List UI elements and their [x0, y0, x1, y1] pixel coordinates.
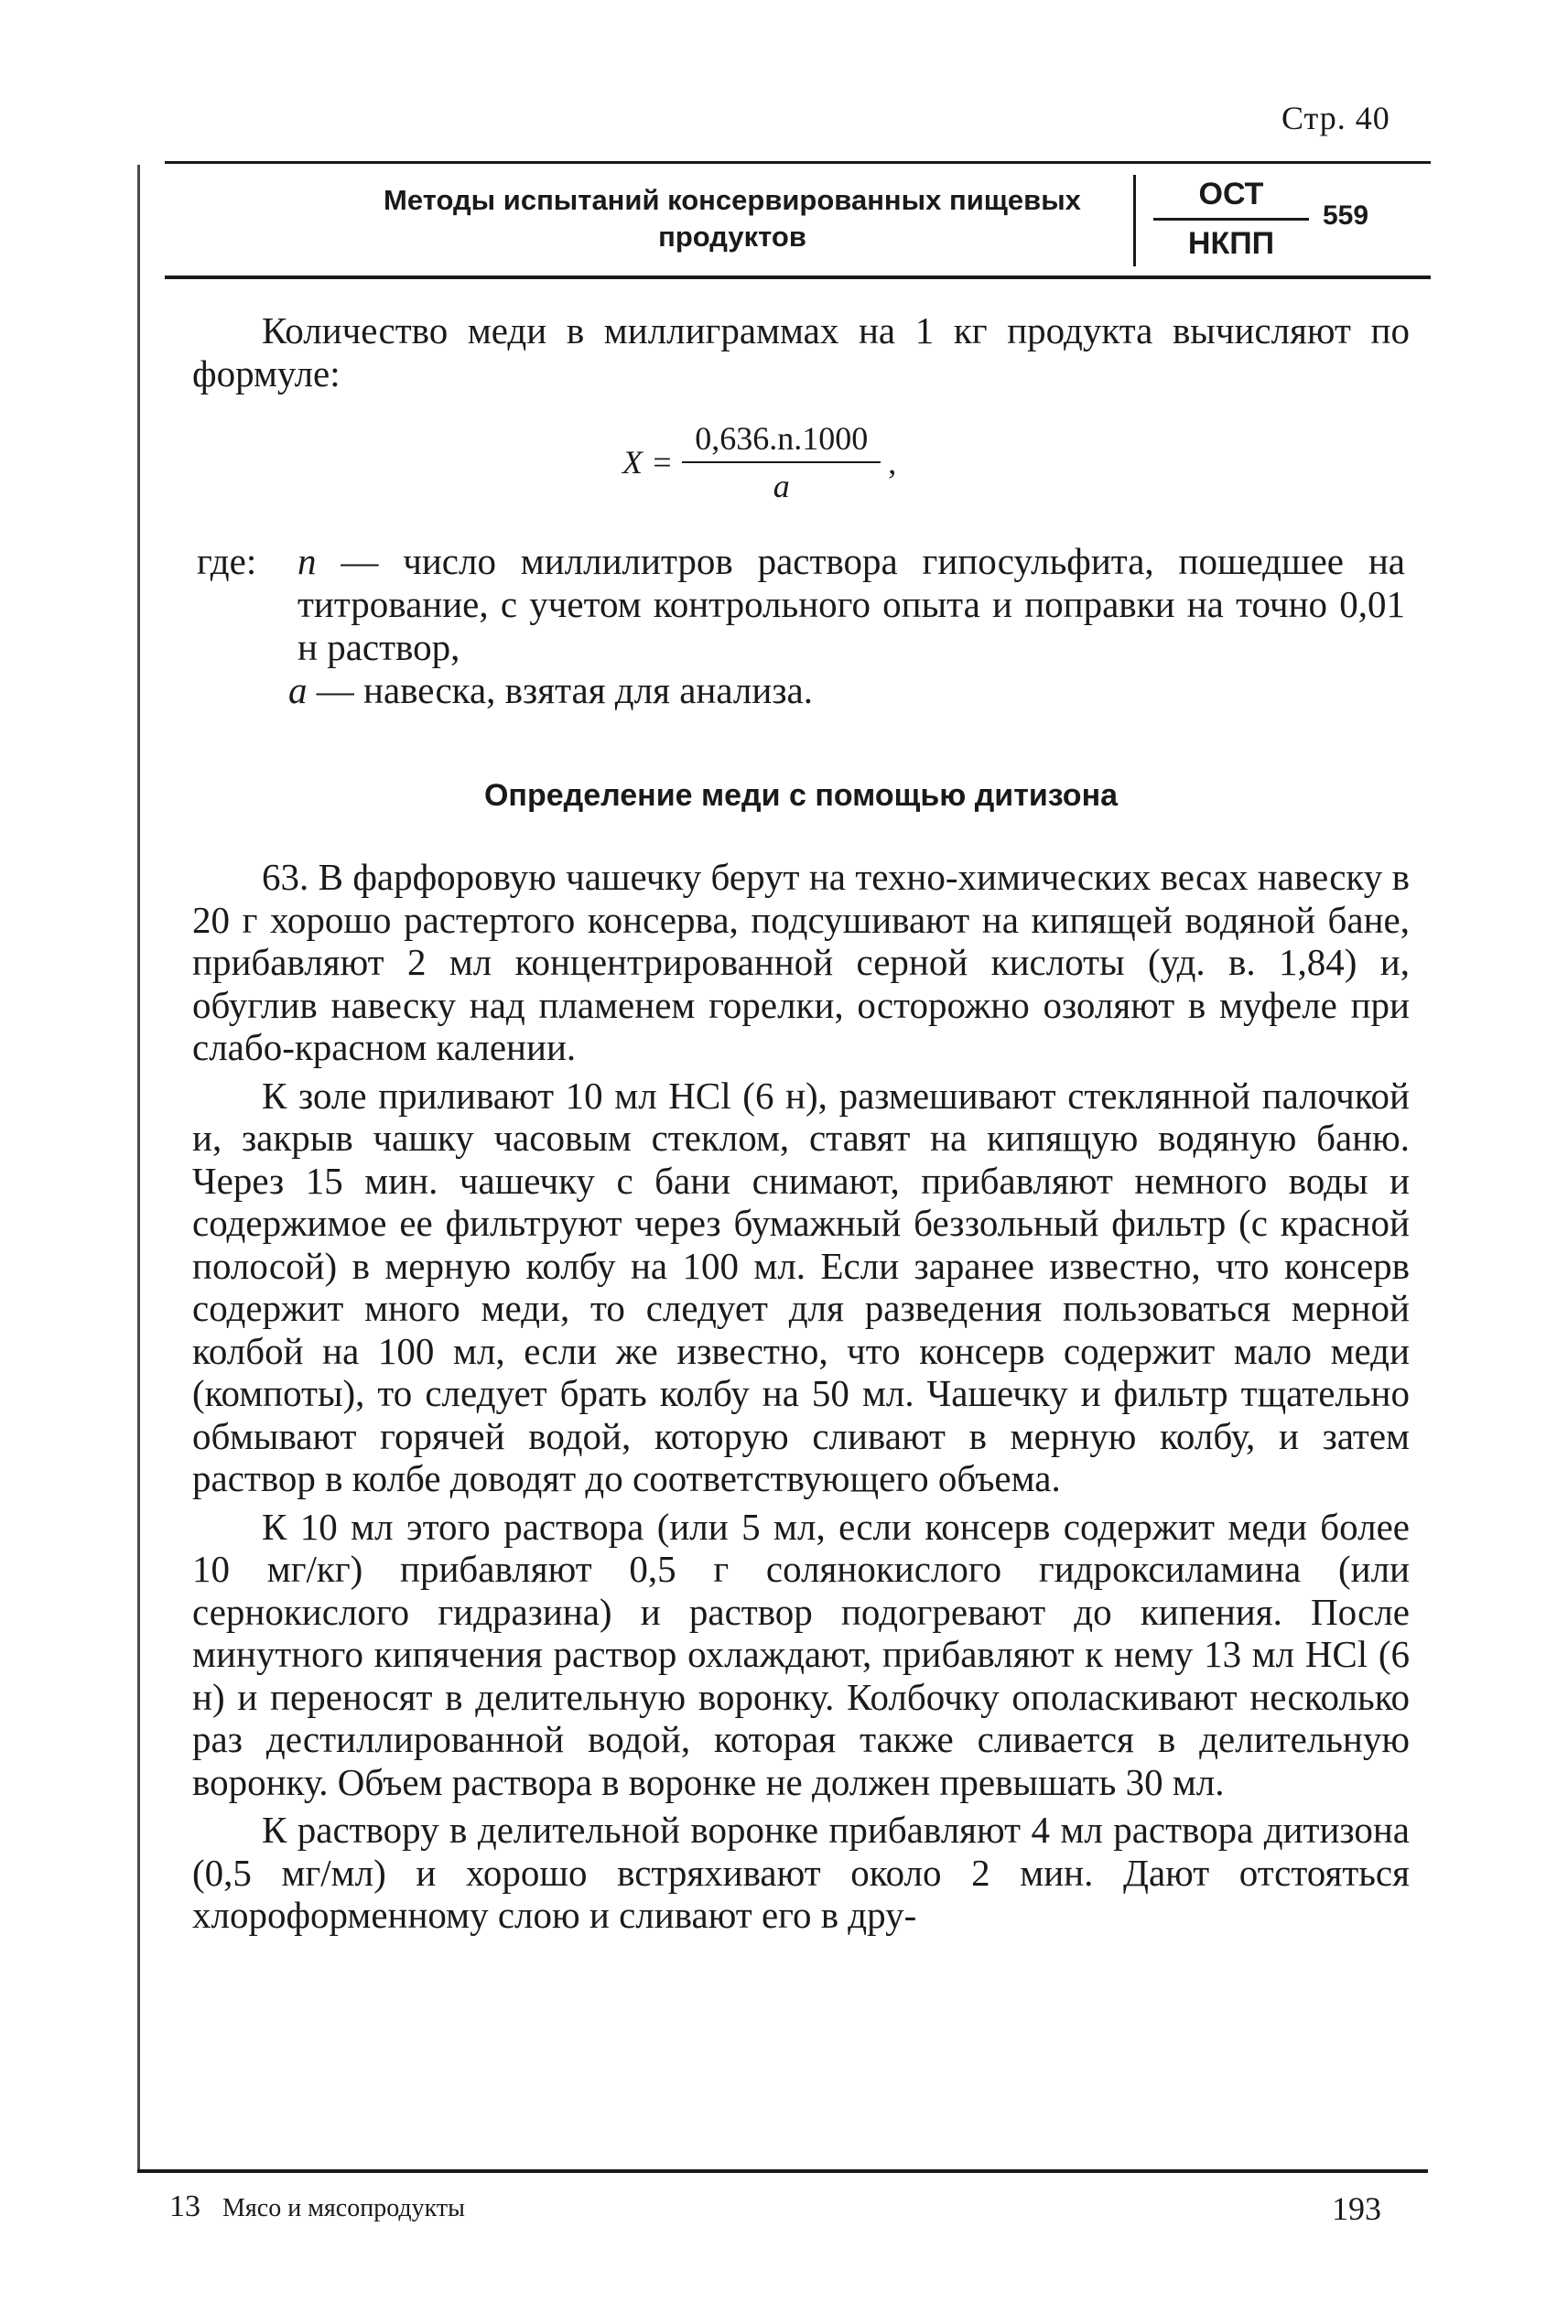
paragraph: К 10 мл этого раствора (или 5 мл, если консерв содержит меди более 10 мг/кг) прибавляют 0,5 г солянокислого гидроксиламина (или сернокислого гидразина) и раствор подогревают до кипения. После минутного кипячения раствор охлаждают, прибавляют к нему 13 мл HCl (6 н) и переносят в делительную воронку. Колбочку ополаскивают несколько раз дестиллированной водой, которая также сливается в делительную воронку. Объем раствора в воронке не должен превышать 30 мл. [192, 1505, 1410, 1803]
definition-a-var: a [288, 669, 308, 711]
footer-rule [137, 2169, 1428, 2173]
definition-n-var: n [297, 540, 317, 582]
header-divider [1133, 175, 1136, 266]
footer-signature [169, 2189, 465, 2224]
margin-rule [137, 165, 140, 2169]
definition-n-text: — число миллилитров раствора гипосульфита, пошедшее на титрование, с учетом контрольного опыта и поправки на точно 0,01 н раствор, [297, 540, 1405, 668]
definition-n-body [297, 540, 1405, 669]
intro-paragraph: Количество меди в миллиграммах на 1 кг продукта вычисляют по формуле: [192, 309, 1410, 395]
formula-numerator: 0,636.n.1000 [682, 419, 881, 463]
document-title-line2: продуктов [658, 221, 806, 253]
paragraph: К золе приливают 10 мл HCl (6 н), размешивают стеклянной палочкой и, закрыв чашку часовым стеклом, ставят на кипящую водяную баню. Через 15 мин. чашечку с бани снимают, прибавляют немного воды и содержимое ее фильтруют через бумажный беззольный фильтр (с красной полосой) в мерную колбу на 100 мл. Если заранее известно, что консерв содержит много меди, то следует для разведения пользоваться мерной колбой на 100 мл, если же известно, что консерв содержит мало меди (компоты), то следует брать колбу на 50 мл. Чашечку и фильтр тщательно обмывают горячей водой, которую сливают в мерную колбу, и затем раствор в колбе доводят до соответствующего объема. [192, 1074, 1410, 1499]
intro-text [192, 309, 1410, 395]
formula-denominator: a [773, 468, 790, 504]
paragraph: К раствору в делительной воронке прибавляют 4 мл раствора дитизона (0,5 мг/мл) и хорошо встряхивают около 2 мин. Дают отстояться хлороформенному слою и сливают его в дру- [192, 1809, 1410, 1936]
definition-a [197, 669, 1405, 712]
document-header [165, 161, 1431, 279]
section-title: Определение меди с помощью дитизона [483, 778, 1119, 813]
definition-where: где: [197, 540, 257, 582]
signature-number: 13 [169, 2189, 200, 2223]
definition-a-text: — навеска, взятая для анализа. [307, 669, 813, 711]
standard-code [1153, 177, 1309, 262]
definition-n [197, 540, 1405, 669]
standard-number: 559 [1323, 200, 1369, 231]
formula-lhs: X = [622, 444, 674, 481]
formula-fraction [682, 419, 881, 505]
body-text [192, 856, 1410, 1937]
formula-trail: , [888, 444, 897, 481]
formula-definitions [197, 540, 1405, 712]
standard-bottom: НКПП [1187, 226, 1275, 261]
paragraph: 63. В фарфоровую чашечку берут на техно-химических весах навеску в 20 г хорошо растертого консерва, подсушивают на кипящей водяной бане, прибавляют 2 мл концентрированной серной кислоты (уд. в. 1,84) и, обуглив навеску над пламенем горелки, осторожно озоляют в муфеле при слабо-красном калении. [192, 856, 1410, 1068]
page-number: 193 [1332, 2190, 1381, 2227]
document-title [275, 182, 1190, 265]
standard-top: ОСТ [1153, 177, 1309, 221]
page-label: Стр. 40 [1281, 100, 1390, 136]
formula [622, 419, 896, 505]
book-title: Мясо и мясопродукты [222, 2194, 465, 2222]
document-title-line1: Методы испытаний консервированных пищевых [384, 184, 1081, 216]
